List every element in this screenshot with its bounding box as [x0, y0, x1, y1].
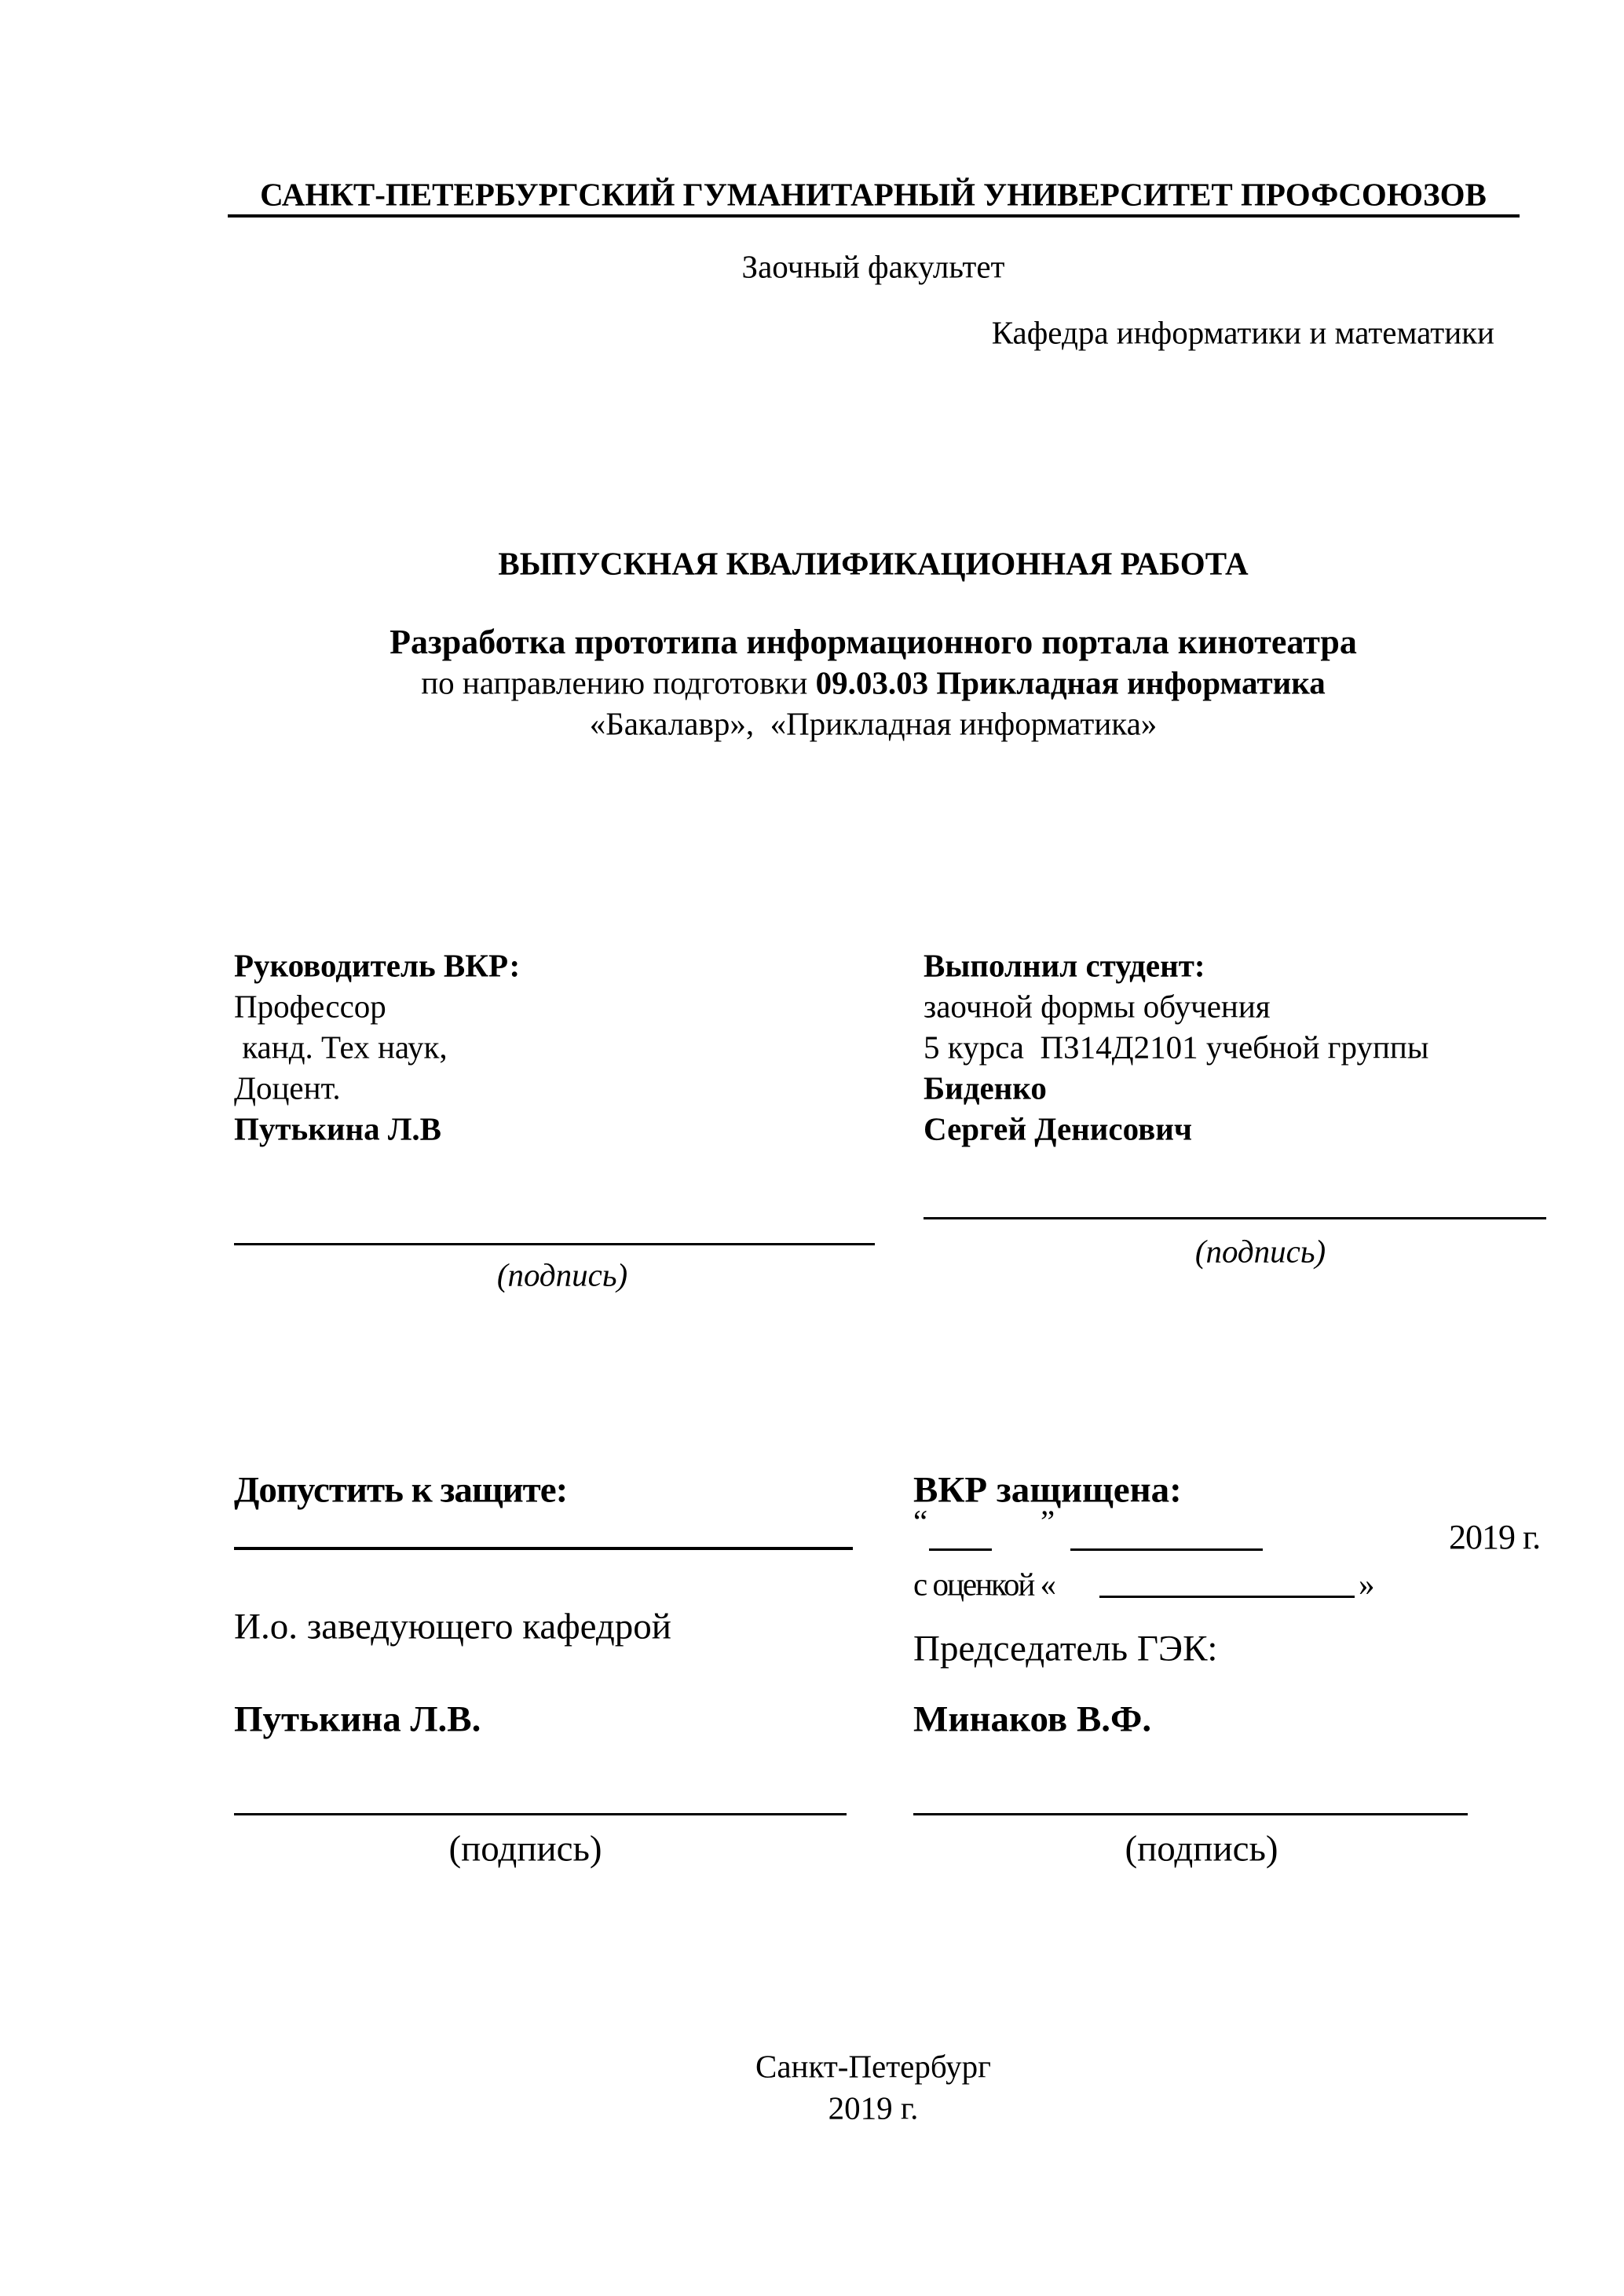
- supervisor-signature-line: [234, 1243, 875, 1245]
- acting-head-signature-line: [234, 1813, 847, 1815]
- date-open-quote: “: [913, 1503, 928, 1540]
- gek-chair-signature-line: [913, 1813, 1468, 1815]
- supervisor-name: Путькина Л.В: [234, 1110, 441, 1147]
- student-heading: Выполнил студент:: [924, 947, 1205, 984]
- supervisor-rank: Доцент.: [234, 1069, 341, 1106]
- footer-city: Санкт-Петербург: [755, 2048, 991, 2085]
- work-type: ВЫПУСКНАЯ КВАЛИФИКАЦИОННАЯ РАБОТА: [498, 545, 1249, 582]
- admission-line: [234, 1547, 853, 1550]
- supervisor-degree: канд. Тех наук,: [234, 1029, 448, 1066]
- acting-head-role: И.о. заведующего кафедрой: [234, 1606, 671, 1647]
- direction-line: [421, 664, 1326, 701]
- student-study-form: заочной формы обучения: [924, 988, 1271, 1025]
- defense-year: 2019 г.: [1449, 1518, 1541, 1556]
- student-signature-line: [924, 1217, 1546, 1219]
- grade-blank: [1099, 1596, 1355, 1598]
- supervisor-heading: Руководитель ВКР:: [234, 947, 521, 984]
- grade-prefix: с оценкой «: [913, 1566, 1055, 1603]
- university-name: САНКТ-ПЕТЕРБУРГСКИЙ ГУМАНИТАРНЫЙ УНИВЕРСИТЕТ ПРОФСОЮЗОВ: [260, 176, 1487, 213]
- department-name: Кафедра информатики и математики: [991, 314, 1494, 351]
- student-group: 5 курса ПЗ14Д2101 учебной группы: [924, 1029, 1429, 1066]
- gek-chair-name: Минаков В.Ф.: [913, 1698, 1152, 1740]
- direction-code: 09.03.03 Прикладная информатика: [815, 664, 1326, 701]
- admission-heading: Допустить к защите:: [234, 1469, 568, 1511]
- header-divider: [228, 214, 1520, 218]
- defense-heading: ВКР защищена:: [913, 1469, 1182, 1511]
- acting-head-signature-caption: (подпись): [448, 1828, 602, 1870]
- date-day-blank: [929, 1548, 992, 1551]
- student-surname: Биденко: [924, 1069, 1047, 1106]
- gek-chair-role: Председатель ГЭК:: [913, 1628, 1218, 1669]
- thesis-topic: Разработка прототипа информационного портала кинотеатра: [390, 623, 1357, 661]
- acting-head-name: Путькина Л.В.: [234, 1698, 481, 1740]
- degree-line: «Бакалавр», «Прикладная информатика»: [589, 705, 1158, 742]
- grade-suffix: »: [1359, 1566, 1375, 1603]
- supervisor-signature-caption: (подпись): [496, 1256, 628, 1293]
- date-month-blank: [1070, 1548, 1263, 1551]
- direction-prefix: по направлению подготовки: [421, 664, 816, 701]
- student-signature-caption: (подпись): [1194, 1233, 1326, 1270]
- student-name: Сергей Денисович: [924, 1110, 1192, 1147]
- gek-chair-signature-caption: (подпись): [1125, 1828, 1278, 1870]
- footer-year: 2019 г.: [828, 2089, 919, 2126]
- supervisor-title: Профессор: [234, 988, 386, 1025]
- faculty-name: Заочный факультет: [741, 248, 1005, 285]
- date-close-quote: ”: [1041, 1503, 1055, 1540]
